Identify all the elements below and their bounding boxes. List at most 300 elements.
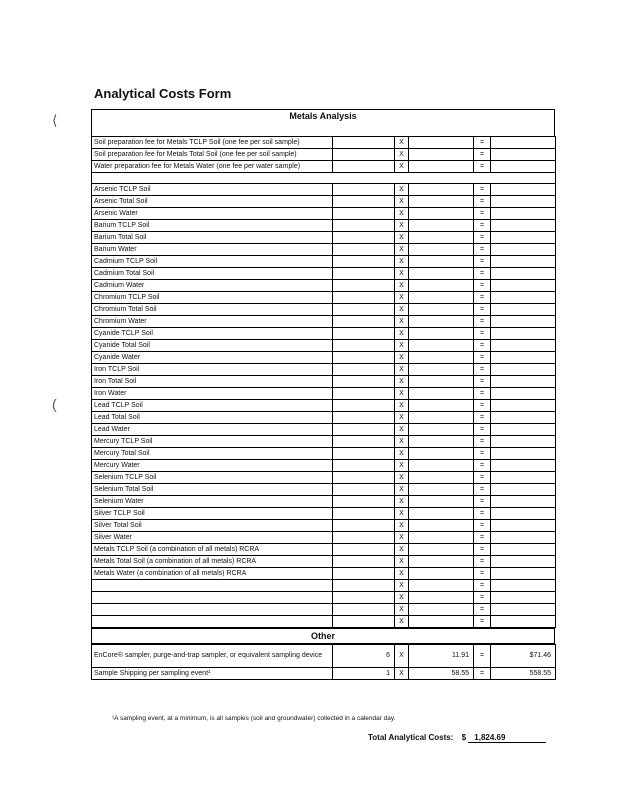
table-row [92, 532, 556, 544]
unit-cost-field[interactable] [409, 137, 474, 149]
quantity-field[interactable] [333, 232, 395, 244]
line-total-field[interactable] [491, 436, 556, 448]
quantity-field[interactable] [333, 448, 395, 460]
item-label: Silver Water [92, 532, 333, 544]
quantity-field[interactable] [333, 208, 395, 220]
unit-cost-field[interactable] [409, 532, 474, 544]
line-total-field[interactable] [491, 149, 556, 161]
quantity-field[interactable] [333, 568, 395, 580]
item-label [92, 580, 333, 592]
item-label [92, 592, 333, 604]
table-row [92, 232, 556, 244]
unit-cost-field[interactable] [409, 316, 474, 328]
equals-sign: = [474, 412, 491, 424]
quantity-field[interactable] [333, 137, 395, 149]
multiply-sign: X [395, 616, 409, 628]
quantity-field[interactable] [333, 388, 395, 400]
line-total-field[interactable] [491, 328, 556, 340]
multiply-sign: X [395, 496, 409, 508]
table-row [92, 424, 556, 436]
item-label: Selenium TCLP Soil [92, 472, 333, 484]
multiply-sign: X [395, 645, 409, 668]
table-row [92, 328, 556, 340]
line-total-field[interactable] [491, 484, 556, 496]
multiply-sign: X [395, 256, 409, 268]
quantity-field[interactable] [333, 149, 395, 161]
equals-sign: = [474, 424, 491, 436]
unit-cost-field[interactable] [409, 436, 474, 448]
equals-sign: = [474, 304, 491, 316]
footnote: ¹A sampling event, at a minimum, is all samples (soil and groundwater) collected in a calendar day. [112, 715, 396, 722]
quantity-field[interactable] [333, 220, 395, 232]
line-total-field[interactable] [491, 388, 556, 400]
equals-sign: = [474, 668, 491, 680]
quantity-field[interactable] [333, 376, 395, 388]
unit-cost-field[interactable] [409, 220, 474, 232]
table-row [92, 604, 556, 616]
unit-cost-field[interactable] [409, 364, 474, 376]
item-label: Barium Water [92, 244, 333, 256]
quantity-field[interactable] [333, 364, 395, 376]
equals-sign: = [474, 496, 491, 508]
table-row [92, 137, 556, 149]
multiply-sign: X [395, 460, 409, 472]
multiply-sign: X [395, 592, 409, 604]
item-label: Iron TCLP Soil [92, 364, 333, 376]
table-row [92, 352, 556, 364]
table-row [92, 304, 556, 316]
line-total-field[interactable] [491, 460, 556, 472]
unit-cost-field[interactable] [409, 244, 474, 256]
equals-sign: = [474, 364, 491, 376]
line-total-field[interactable] [491, 137, 556, 149]
unit-cost-field[interactable] [409, 184, 474, 196]
item-label: Mercury Total Soil [92, 448, 333, 460]
item-label: Lead Water [92, 424, 333, 436]
unit-cost-field[interactable] [409, 232, 474, 244]
table-row [92, 556, 556, 568]
table-row [92, 460, 556, 472]
multiply-sign: X [395, 508, 409, 520]
item-label: Mercury Water [92, 460, 333, 472]
line-total-field[interactable] [491, 364, 556, 376]
quantity-field[interactable] [333, 532, 395, 544]
item-label: Cadmium Total Soil [92, 268, 333, 280]
line-total-field[interactable] [491, 220, 556, 232]
table-row [92, 244, 556, 256]
item-label: Barium Total Soil [92, 232, 333, 244]
multiply-sign: X [395, 137, 409, 149]
item-label [92, 616, 333, 628]
item-label: Mercury TCLP Soil [92, 436, 333, 448]
unit-cost-field[interactable] [409, 508, 474, 520]
spacer-row [92, 173, 556, 184]
equals-sign: = [474, 604, 491, 616]
multiply-sign: X [395, 208, 409, 220]
table-row [92, 256, 556, 268]
line-total-field[interactable] [491, 304, 556, 316]
metals-section-header: Metals Analysis [91, 109, 555, 122]
margin-mark-icon: ( [52, 396, 57, 412]
table-row [92, 436, 556, 448]
unit-cost-field[interactable] [409, 472, 474, 484]
quantity-field[interactable] [333, 400, 395, 412]
multiply-sign: X [395, 304, 409, 316]
quantity-field[interactable] [333, 304, 395, 316]
item-label: Selenium Water [92, 496, 333, 508]
unit-cost-field[interactable] [409, 412, 474, 424]
quantity-field[interactable] [333, 352, 395, 364]
unit-cost-field[interactable] [409, 149, 474, 161]
unit-cost-field[interactable] [409, 520, 474, 532]
unit-cost-field[interactable] [409, 208, 474, 220]
multiply-sign: X [395, 472, 409, 484]
multiply-sign: X [395, 388, 409, 400]
quantity-field[interactable] [333, 412, 395, 424]
table-row [92, 580, 556, 592]
multiply-sign: X [395, 149, 409, 161]
item-label: EnCore® sampler, purge-and-trap sampler, or equivalent sampling device [92, 645, 333, 668]
other-section-header: Other [91, 628, 555, 644]
unit-cost-field[interactable] [409, 544, 474, 556]
item-label: Iron Water [92, 388, 333, 400]
quantity-field[interactable] [333, 496, 395, 508]
equals-sign: = [474, 352, 491, 364]
quantity-field[interactable] [333, 604, 395, 616]
table-row [92, 184, 556, 196]
table-row [92, 316, 556, 328]
equals-sign: = [474, 161, 491, 173]
equals-sign: = [474, 388, 491, 400]
unit-cost-field[interactable] [409, 280, 474, 292]
line-total-field[interactable] [491, 520, 556, 532]
line-total-field[interactable] [491, 472, 556, 484]
table-row [92, 668, 556, 680]
quantity-field[interactable] [333, 196, 395, 208]
unit-cost-field[interactable] [409, 592, 474, 604]
unit-cost-field[interactable] [409, 292, 474, 304]
equals-sign: = [474, 280, 491, 292]
item-label: Cyanide Water [92, 352, 333, 364]
item-label: Cadmium Water [92, 280, 333, 292]
unit-cost-field[interactable] [409, 400, 474, 412]
line-total-field[interactable] [491, 412, 556, 424]
table-row [92, 568, 556, 580]
equals-sign: = [474, 448, 491, 460]
equals-sign: = [474, 328, 491, 340]
line-total-field[interactable] [491, 316, 556, 328]
quantity-field[interactable] [333, 592, 395, 604]
equals-sign: = [474, 568, 491, 580]
multiply-sign: X [395, 292, 409, 304]
item-label [92, 604, 333, 616]
item-label: Soil preparation fee for Metals Total Soil (one fee per soil sample) [92, 149, 333, 161]
equals-sign: = [474, 292, 491, 304]
quantity-field[interactable] [333, 556, 395, 568]
equals-sign: = [474, 592, 491, 604]
quantity-field[interactable] [333, 544, 395, 556]
unit-cost-field[interactable] [409, 604, 474, 616]
unit-cost-field[interactable] [409, 340, 474, 352]
quantity-field[interactable] [333, 280, 395, 292]
item-label: Lead TCLP Soil [92, 400, 333, 412]
line-total-field[interactable] [491, 580, 556, 592]
equals-sign: = [474, 149, 491, 161]
line-total-field[interactable] [491, 196, 556, 208]
table-row [92, 472, 556, 484]
multiply-sign: X [395, 184, 409, 196]
equals-sign: = [474, 460, 491, 472]
table-row [92, 412, 556, 424]
form-title: Analytical Costs Form [94, 86, 232, 101]
unit-cost-field[interactable] [409, 196, 474, 208]
line-total-field[interactable] [491, 592, 556, 604]
quantity-field[interactable] [333, 484, 395, 496]
item-label: Lead Total Soil [92, 412, 333, 424]
quantity-field[interactable] [333, 580, 395, 592]
unit-cost-field[interactable] [409, 256, 474, 268]
other-table [91, 644, 556, 680]
line-total-field[interactable] [491, 256, 556, 268]
quantity-field[interactable] [333, 340, 395, 352]
unit-cost-field[interactable] [409, 568, 474, 580]
multiply-sign: X [395, 668, 409, 680]
table-row [92, 268, 556, 280]
quantity-field[interactable] [333, 424, 395, 436]
equals-sign: = [474, 137, 491, 149]
unit-cost-field[interactable] [409, 376, 474, 388]
table-row [92, 220, 556, 232]
quantity-field[interactable] [333, 268, 395, 280]
quantity-field[interactable] [333, 616, 395, 628]
item-label: Metals Total Soil (a combination of all metals) RCRA [92, 556, 333, 568]
multiply-sign: X [395, 268, 409, 280]
unit-cost-field[interactable] [409, 304, 474, 316]
line-total-field[interactable] [491, 340, 556, 352]
multiply-sign: X [395, 340, 409, 352]
quantity-field[interactable] [333, 316, 395, 328]
quantity-field[interactable] [333, 292, 395, 304]
table-row [92, 376, 556, 388]
table-row [92, 448, 556, 460]
multiply-sign: X [395, 556, 409, 568]
line-total-field[interactable] [491, 376, 556, 388]
line-total-field[interactable] [491, 568, 556, 580]
unit-cost-field[interactable] [409, 496, 474, 508]
quantity-field[interactable]: 1 [333, 668, 395, 680]
multiply-sign: X [395, 412, 409, 424]
table-row [92, 196, 556, 208]
equals-sign: = [474, 232, 491, 244]
item-label: Chromium Water [92, 316, 333, 328]
equals-sign: = [474, 520, 491, 532]
equals-sign: = [474, 256, 491, 268]
total-label: Total Analytical Costs: [368, 733, 454, 742]
table-row [92, 520, 556, 532]
table-row [92, 161, 556, 173]
line-total-field[interactable] [491, 280, 556, 292]
line-total-field[interactable] [491, 184, 556, 196]
line-total-field[interactable] [491, 400, 556, 412]
quantity-field[interactable] [333, 161, 395, 173]
line-total-field[interactable] [491, 508, 556, 520]
table-row [92, 496, 556, 508]
table-row [92, 508, 556, 520]
quantity-field[interactable] [333, 520, 395, 532]
multiply-sign: X [395, 161, 409, 173]
equals-sign: = [474, 376, 491, 388]
item-label: Metals TCLP Soil (a combination of all metals) RCRA [92, 544, 333, 556]
unit-cost-field[interactable] [409, 388, 474, 400]
multiply-sign: X [395, 244, 409, 256]
line-total-field[interactable] [491, 424, 556, 436]
quantity-field[interactable] [333, 508, 395, 520]
unit-cost-field[interactable] [409, 268, 474, 280]
table-row [92, 592, 556, 604]
multiply-sign: X [395, 328, 409, 340]
multiply-sign: X [395, 436, 409, 448]
multiply-sign: X [395, 520, 409, 532]
line-total-field[interactable] [491, 532, 556, 544]
line-total-field[interactable]: 558.55 [491, 668, 556, 680]
multiply-sign: X [395, 376, 409, 388]
item-label: Silver Total Soil [92, 520, 333, 532]
equals-sign: = [474, 244, 491, 256]
line-total-field[interactable] [491, 244, 556, 256]
equals-sign: = [474, 472, 491, 484]
item-label: Iron Total Soil [92, 376, 333, 388]
line-total-field[interactable] [491, 352, 556, 364]
multiply-sign: X [395, 232, 409, 244]
total-analytical-costs [368, 733, 546, 743]
multiply-sign: X [395, 316, 409, 328]
equals-sign: = [474, 556, 491, 568]
multiply-sign: X [395, 220, 409, 232]
item-label: Arsenic TCLP Soil [92, 184, 333, 196]
table-row [92, 400, 556, 412]
multiply-sign: X [395, 424, 409, 436]
multiply-sign: X [395, 448, 409, 460]
total-currency: $ [461, 733, 467, 742]
line-total-field[interactable] [491, 208, 556, 220]
table-row [92, 364, 556, 376]
quantity-field[interactable] [333, 472, 395, 484]
analytical-costs-form [91, 109, 555, 680]
item-label: Soil preparation fee for Metals TCLP Soil (one fee per soil sample) [92, 137, 333, 149]
table-row [92, 292, 556, 304]
multiply-sign: X [395, 280, 409, 292]
item-label: Chromium Total Soil [92, 304, 333, 316]
unit-cost-field[interactable] [409, 424, 474, 436]
quantity-field[interactable] [333, 328, 395, 340]
line-total-field[interactable] [491, 161, 556, 173]
equals-sign: = [474, 184, 491, 196]
table-row [92, 388, 556, 400]
line-total-field[interactable] [491, 268, 556, 280]
table-row [92, 149, 556, 161]
unit-cost-field[interactable] [409, 328, 474, 340]
table-row [92, 340, 556, 352]
unit-cost-field[interactable] [409, 484, 474, 496]
multiply-sign: X [395, 364, 409, 376]
item-label: Barium TCLP Soil [92, 220, 333, 232]
unit-cost-field[interactable] [409, 161, 474, 173]
table-row [92, 280, 556, 292]
unit-cost-field[interactable]: 11.91 [409, 645, 474, 668]
line-total-field[interactable] [491, 556, 556, 568]
unit-cost-field[interactable] [409, 352, 474, 364]
line-total-field[interactable]: $71.46 [491, 645, 556, 668]
multiply-sign: X [395, 484, 409, 496]
line-total-field[interactable] [491, 616, 556, 628]
item-label: Silver TCLP Soil [92, 508, 333, 520]
unit-cost-field[interactable] [409, 616, 474, 628]
item-label: Chromium TCLP Soil [92, 292, 333, 304]
equals-sign: = [474, 645, 491, 668]
metals-table [91, 136, 556, 628]
item-label: Arsenic Total Soil [92, 196, 333, 208]
line-total-field[interactable] [491, 604, 556, 616]
quantity-field[interactable] [333, 460, 395, 472]
multiply-sign: X [395, 544, 409, 556]
multiply-sign: X [395, 196, 409, 208]
item-label: Water preparation fee for Metals Water (one fee per water sample) [92, 161, 333, 173]
item-label: Arsenic Water [92, 208, 333, 220]
line-total-field[interactable] [491, 292, 556, 304]
equals-sign: = [474, 436, 491, 448]
quantity-field[interactable] [333, 184, 395, 196]
equals-sign: = [474, 544, 491, 556]
item-label: Cyanide Total Soil [92, 340, 333, 352]
quantity-field[interactable] [333, 436, 395, 448]
line-total-field[interactable] [491, 544, 556, 556]
margin-mark-icon: ⟨ [52, 112, 58, 128]
table-row [92, 208, 556, 220]
quantity-field[interactable] [333, 244, 395, 256]
unit-cost-field[interactable] [409, 460, 474, 472]
quantity-field[interactable]: 6 [333, 645, 395, 668]
equals-sign: = [474, 580, 491, 592]
item-label: Cadmium TCLP Soil [92, 256, 333, 268]
line-total-field[interactable] [491, 496, 556, 508]
multiply-sign: X [395, 568, 409, 580]
quantity-field[interactable] [333, 256, 395, 268]
table-row [92, 616, 556, 628]
item-label: Metals Water (a combination of all metals) RCRA [92, 568, 333, 580]
equals-sign: = [474, 196, 491, 208]
multiply-sign: X [395, 400, 409, 412]
equals-sign: = [474, 400, 491, 412]
unit-cost-field[interactable] [409, 556, 474, 568]
equals-sign: = [474, 484, 491, 496]
multiply-sign: X [395, 580, 409, 592]
equals-sign: = [474, 340, 491, 352]
equals-sign: = [474, 616, 491, 628]
item-label: Selenium Total Soil [92, 484, 333, 496]
unit-cost-field[interactable] [409, 448, 474, 460]
line-total-field[interactable] [491, 232, 556, 244]
table-row [92, 544, 556, 556]
table-row [92, 484, 556, 496]
unit-cost-field[interactable]: 58.55 [409, 668, 474, 680]
equals-sign: = [474, 268, 491, 280]
multiply-sign: X [395, 604, 409, 616]
equals-sign: = [474, 532, 491, 544]
equals-sign: = [474, 220, 491, 232]
unit-cost-field[interactable] [409, 580, 474, 592]
line-total-field[interactable] [491, 448, 556, 460]
multiply-sign: X [395, 532, 409, 544]
